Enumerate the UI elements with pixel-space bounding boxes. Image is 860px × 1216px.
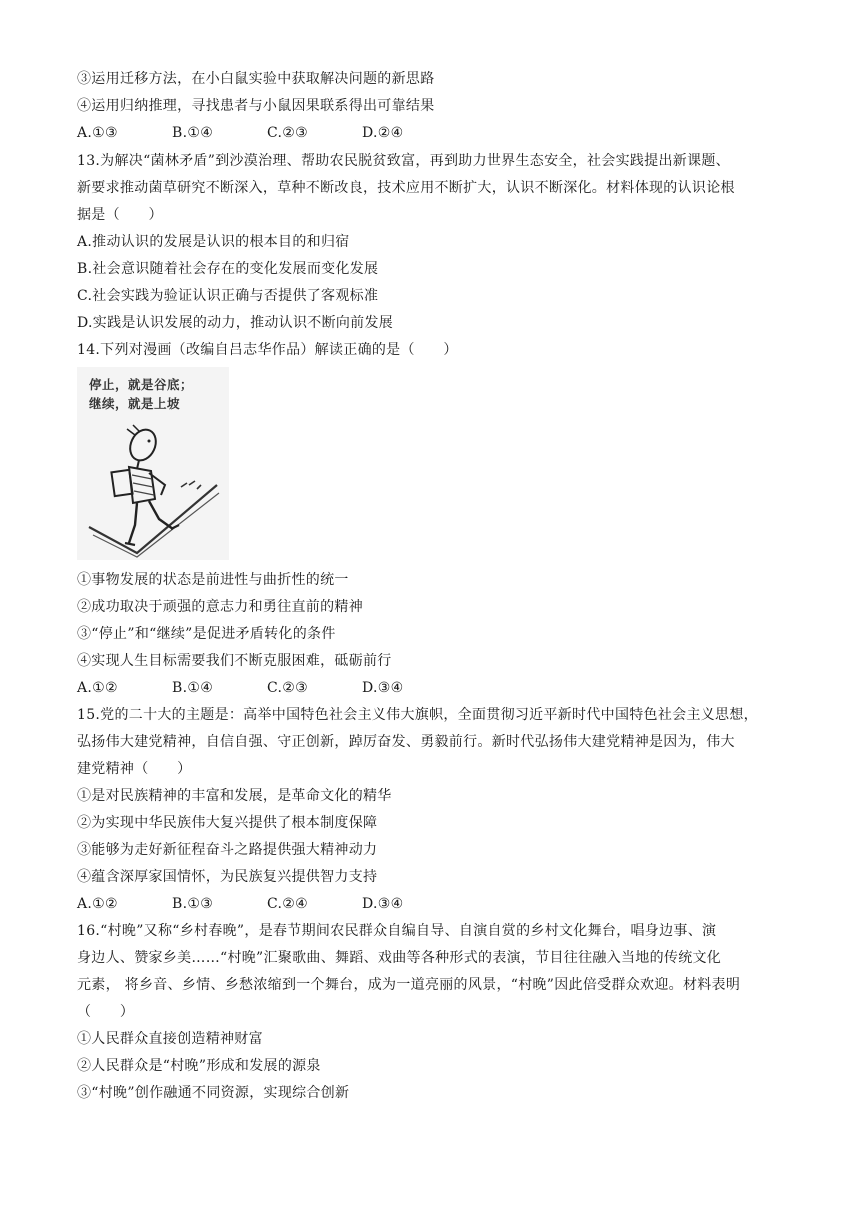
q13-option-b: B.社会意识随着社会存在的变化发展而变化发展 bbox=[77, 261, 379, 277]
q13-stem-line-2: 新要求推动菌草研究不断深入，草种不断改良，技术应用不断扩大，认识不断深化。材料体现的认识论根 bbox=[77, 180, 735, 196]
q15-stem-line-3: 建党精神（ ） bbox=[77, 761, 192, 777]
option-c: C.②③ bbox=[267, 125, 308, 141]
q14-item-1: ①事物发展的状态是前进性与曲折性的统一 bbox=[77, 572, 349, 588]
option-d: D.③④ bbox=[362, 896, 404, 912]
q15-item-2: ②为实现中华民族伟大复兴提供了根本制度保障 bbox=[77, 815, 378, 831]
cartoon-caption-line-2: 继续，就是上坡 bbox=[89, 396, 181, 411]
q12-item-3: ③运用迁移方法，在小白鼠实验中获取解决问题的新思路 bbox=[77, 71, 435, 87]
q15-item-1: ①是对民族精神的丰富和发展，是革命文化的精华 bbox=[77, 788, 392, 804]
q15-item-4: ④蕴含深厚家国情怀，为民族复兴提供智力支持 bbox=[77, 869, 378, 885]
option-a: A.①② bbox=[77, 680, 118, 696]
option-d: D.②④ bbox=[362, 125, 404, 141]
cartoon-image bbox=[77, 367, 229, 560]
q12-options bbox=[77, 124, 789, 142]
option-a: A.①② bbox=[77, 896, 118, 912]
q16-stem-line-4: （ ） bbox=[77, 1004, 135, 1020]
option-a: A.①③ bbox=[77, 125, 118, 141]
q13-stem-line-3: 据是（ ） bbox=[77, 207, 163, 223]
q14-item-2: ②成功取决于顽强的意志力和勇往直前的精神 bbox=[77, 599, 363, 615]
option-b: B.①③ bbox=[172, 896, 214, 912]
q15-stem-line-2: 弘扬伟大建党精神，自信自强、守正创新，踔厉奋发、勇毅前行。新时代弘扬伟大建党精神是因为，伟大 bbox=[77, 734, 735, 750]
q16-stem-line-2: 身边人、赞家乡美……“村晚”汇聚歌曲、舞蹈、戏曲等各种形式的表演，节目往往融入当地的传统文化 bbox=[77, 950, 722, 966]
q16-item-1: ①人民群众直接创造精神财富 bbox=[77, 1031, 263, 1047]
option-c: C.②④ bbox=[267, 896, 308, 912]
q15-item-3: ③能够为走好新征程奋斗之路提供强大精神动力 bbox=[77, 842, 378, 858]
option-d: D.③④ bbox=[362, 680, 404, 696]
q14-options bbox=[77, 679, 789, 697]
q13-stem-line-1: 13.为解决“菌林矛盾”到沙漠治理、帮助农民脱贫致富，再到助力世界生态安全，社会实践提出新课题、 bbox=[77, 153, 730, 169]
q16-stem-line-1: 16.“村晚”又称“乡村春晚”，是春节期间农民群众自编自导、自演自赏的乡村文化舞台，唱身边事、演 bbox=[77, 923, 717, 939]
option-c: C.②③ bbox=[267, 680, 308, 696]
option-b: B.①④ bbox=[172, 125, 214, 141]
q13-option-a: A.推动认识的发展是认识的根本目的和归宿 bbox=[77, 234, 350, 250]
q14-item-3: ③“停止”和“继续”是促进矛盾转化的条件 bbox=[77, 626, 336, 642]
option-b: B.①④ bbox=[172, 680, 214, 696]
q15-options bbox=[77, 895, 789, 913]
q12-item-4: ④运用归纳推理，寻找患者与小鼠因果联系得出可靠结果 bbox=[77, 98, 435, 114]
q13-option-c: C.社会实践为验证认识正确与否提供了客观标准 bbox=[77, 288, 379, 304]
q16-item-3: ③“村晚”创作融通不同资源，实现综合创新 bbox=[77, 1085, 350, 1101]
q14-item-4: ④实现人生目标需要我们不断克服困难，砥砺前行 bbox=[77, 653, 392, 669]
q14-stem: 14.下列对漫画（改编自吕志华作品）解读正确的是（ ） bbox=[77, 342, 458, 358]
q16-item-2: ②人民群众是“村晚”形成和发展的源泉 bbox=[77, 1058, 321, 1074]
q15-stem-line-1: 15.党的二十大的主题是：高举中国特色社会主义伟大旗帜，全面贯彻习近平新时代中国特色社会主义思想， bbox=[77, 707, 758, 723]
q13-option-d: D.实践是认识发展的动力，推动认识不断向前发展 bbox=[77, 315, 394, 331]
q16-stem-line-3: 元素， 将乡音、乡情、乡愁浓缩到一个舞台，成为一道亮丽的风景，“村晚”因此倍受群众欢迎。材料表明 bbox=[77, 977, 741, 993]
cartoon-caption-line-1: 停止，就是谷底； bbox=[89, 377, 194, 392]
